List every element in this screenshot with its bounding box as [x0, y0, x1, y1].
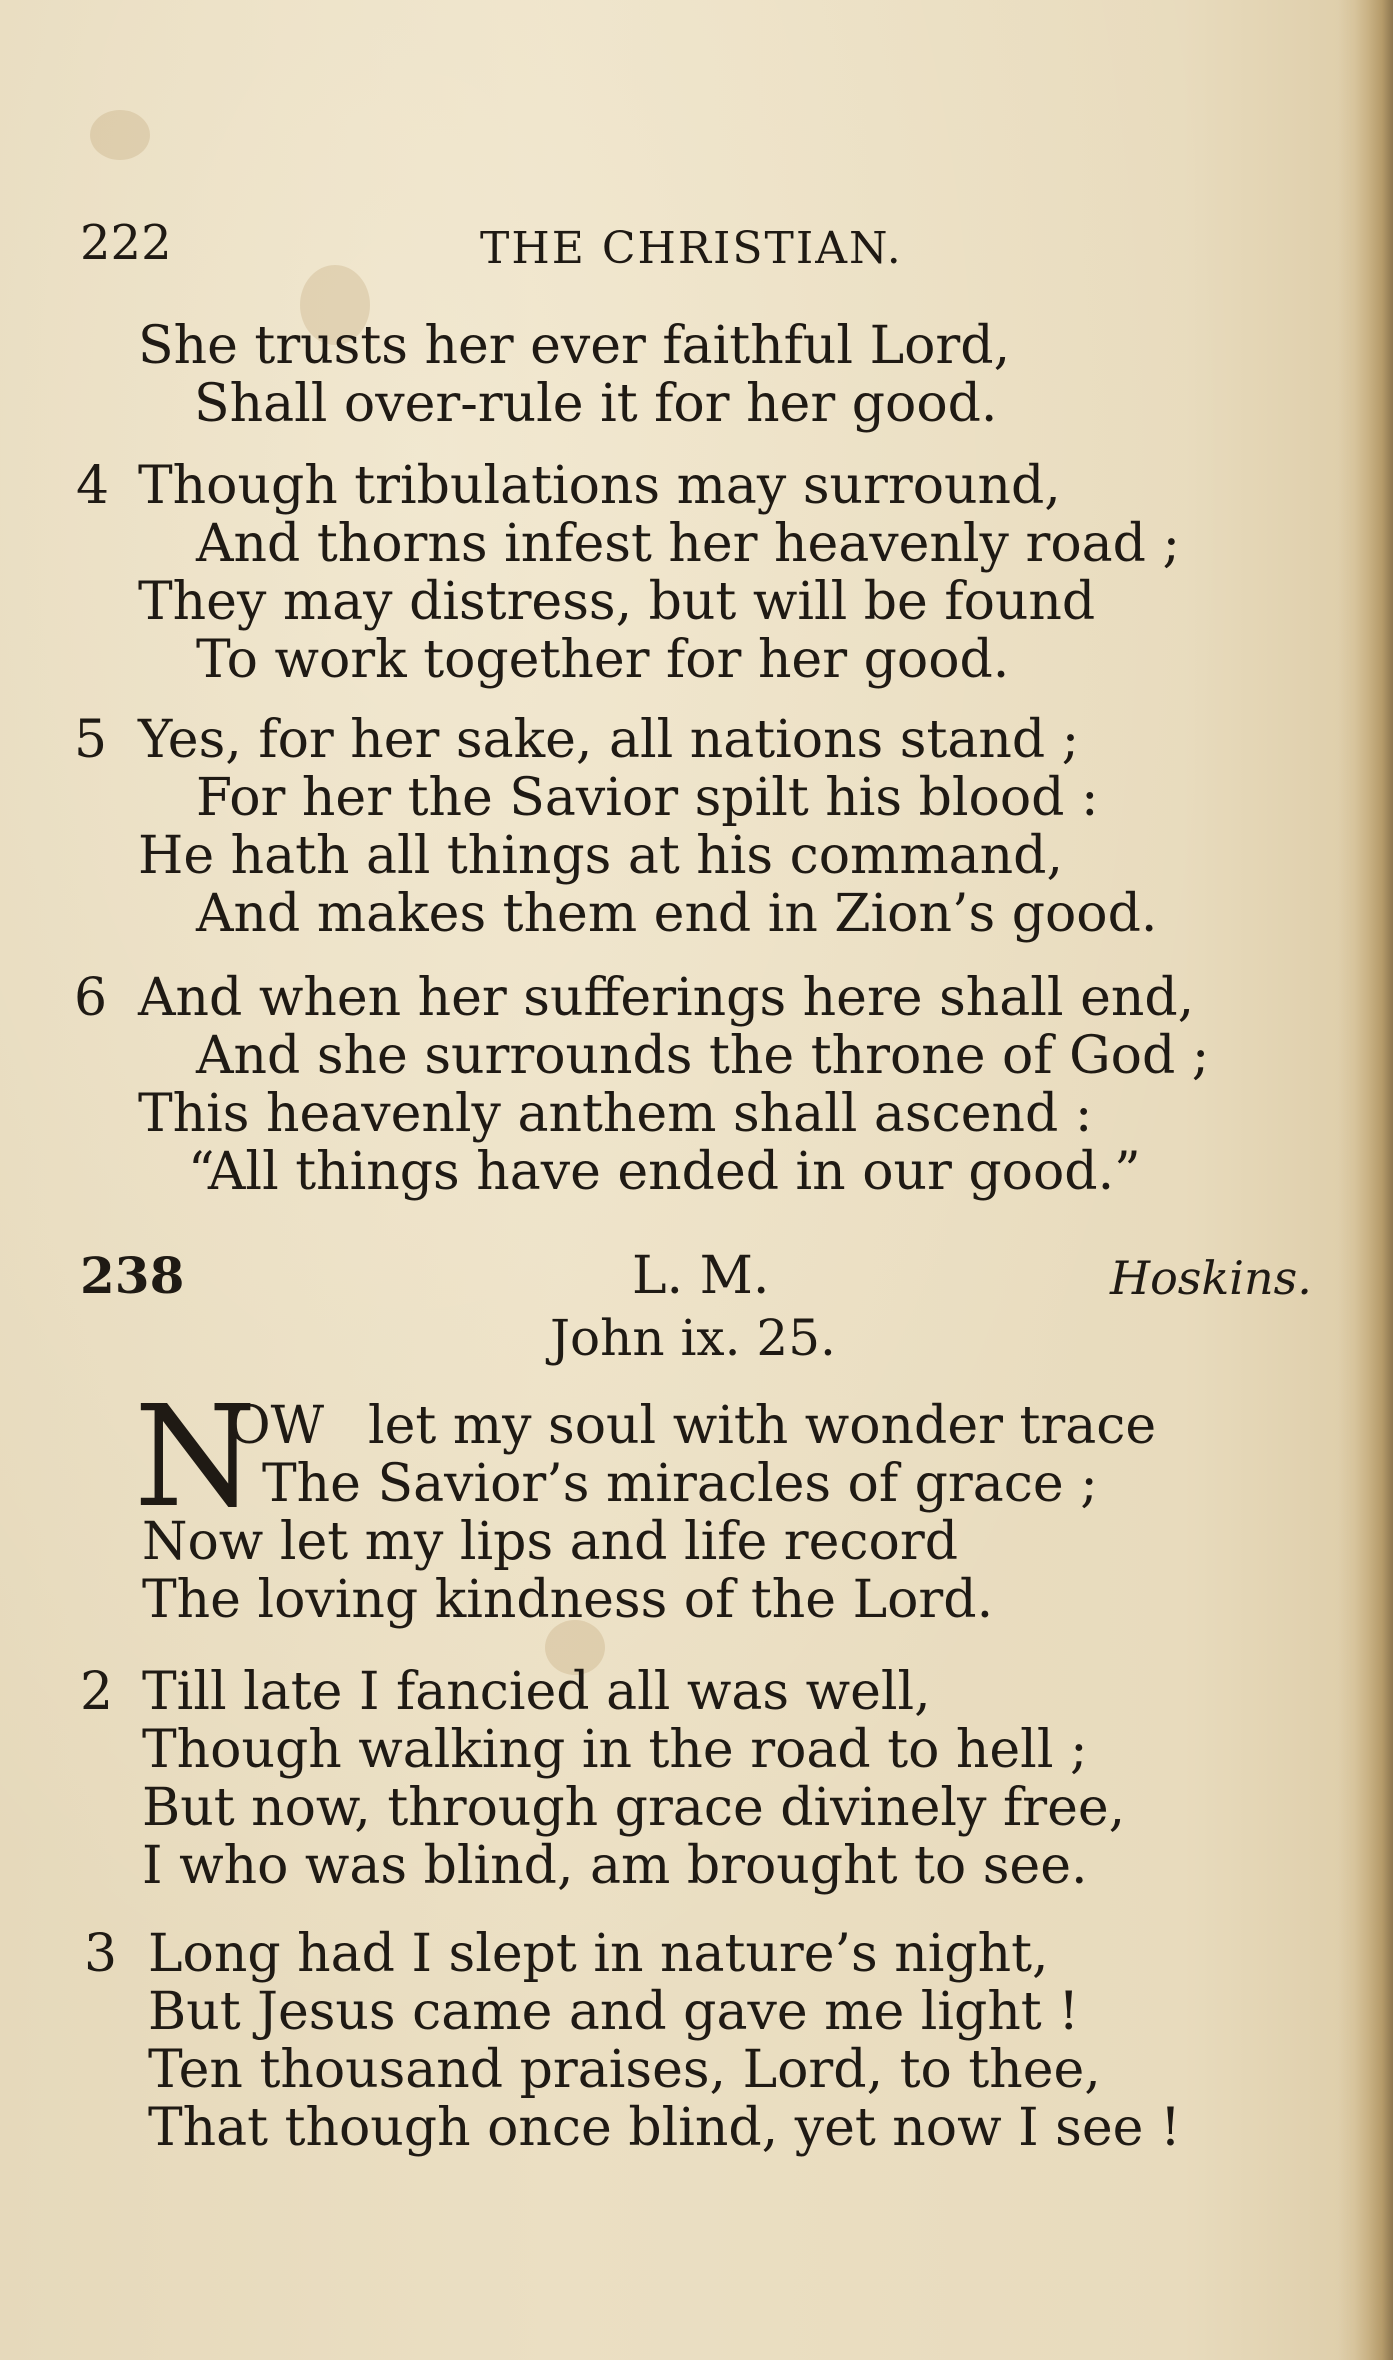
- book-spine-edge: [1338, 0, 1393, 2360]
- page-stain: [90, 110, 150, 160]
- stanza-number: 4: [76, 456, 110, 516]
- scripture-reference: John ix. 25.: [550, 1309, 836, 1367]
- verse-first-word: OW: [228, 1396, 325, 1456]
- verse-line: That though once blind, yet now I see !: [148, 2098, 1181, 2158]
- verse-line: Though tribulations may surround,: [138, 456, 1061, 516]
- verse-line: But now, through grace divinely free,: [142, 1778, 1126, 1838]
- verse-line: For her the Savior spilt his blood :: [196, 768, 1099, 828]
- verse-line: Long had I slept in nature’s night,: [148, 1924, 1049, 1984]
- running-title: THE CHRISTIAN.: [480, 223, 903, 274]
- verse-line: But Jesus came and gave me light !: [148, 1982, 1080, 2042]
- hymn-number: 238: [80, 1246, 185, 1305]
- hymn-meter: L. M.: [632, 1246, 770, 1306]
- verse-line: And makes them end in Zion’s good.: [196, 884, 1158, 944]
- verse-line: let my soul with wonder trace: [368, 1396, 1157, 1456]
- verse-line: They may distress, but will be found: [138, 572, 1096, 632]
- page-number: 222: [80, 215, 172, 271]
- stanza-number: 5: [74, 710, 108, 770]
- stanza-number: 6: [74, 968, 108, 1028]
- verse-line: And she surrounds the throne of God ;: [196, 1026, 1210, 1086]
- hymn-author: Hoskins.: [1110, 1251, 1312, 1305]
- verse-line: The Savior’s miracles of grace ;: [262, 1454, 1098, 1514]
- verse-line: Till late I fancied all was well,: [142, 1662, 931, 1722]
- verse-line: To work together for her good.: [196, 630, 1010, 690]
- verse-line: She trusts her ever faithful Lord,: [138, 316, 1011, 376]
- verse-line: Now let my lips and life record: [142, 1512, 958, 1572]
- verse-line: Ten thousand praises, Lord, to thee,: [148, 2040, 1101, 2100]
- verse-line: Though walking in the road to hell ;: [142, 1720, 1088, 1780]
- verse-line: “All things have ended in our good.”: [188, 1142, 1141, 1202]
- stanza-number: 3: [84, 1924, 118, 1984]
- verse-line: And thorns infest her heavenly road ;: [196, 514, 1180, 574]
- verse-line: Shall over-rule it for her good.: [194, 374, 998, 434]
- stanza-number: 2: [80, 1662, 114, 1722]
- verse-line: I who was blind, am brought to see.: [142, 1836, 1088, 1896]
- verse-line: The loving kindness of the Lord.: [142, 1570, 994, 1630]
- verse-line: This heavenly anthem shall ascend :: [138, 1084, 1093, 1144]
- verse-line: He hath all things at his command,: [138, 826, 1063, 886]
- verse-line: And when her sufferings here shall end,: [138, 968, 1195, 1028]
- drop-cap: N: [134, 1376, 257, 1539]
- verse-line: Yes, for her sake, all nations stand ;: [138, 710, 1080, 770]
